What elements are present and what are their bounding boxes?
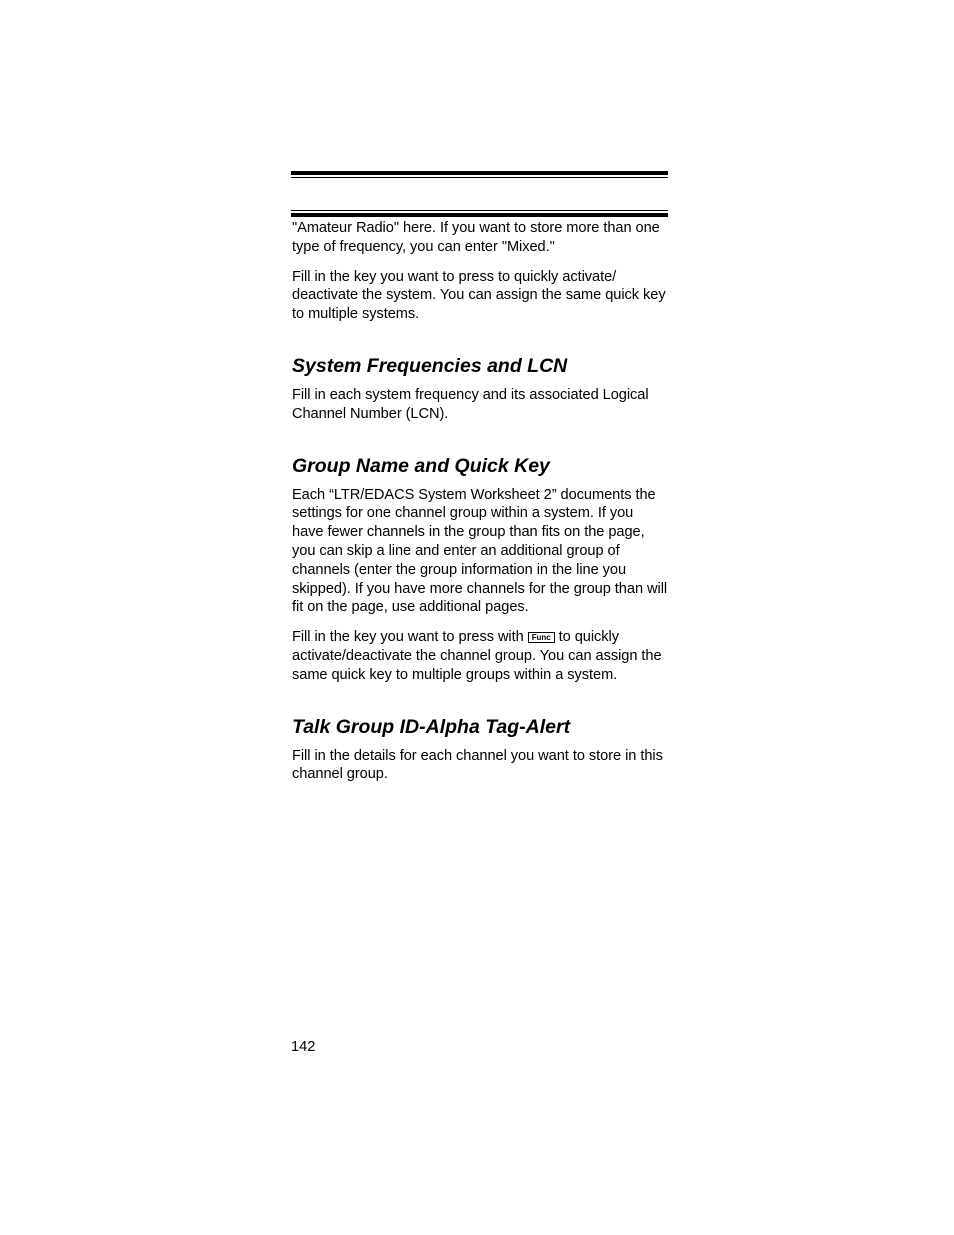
paragraph-group-quick-key (292, 628, 668, 684)
page-content (292, 219, 668, 795)
paragraph-system-frequencies: Fill in each system frequency and its associated Logical Channel Number (LCN). (292, 386, 649, 422)
func-key-icon: Func (528, 632, 555, 643)
group-quick-key-text-start: Fill in the key you want to press with (292, 629, 524, 646)
paragraph-system-quick-key: Fill in the key you want to press to quickly activate/ deactivate the system. You can assign the same quick key to multiple systems. (292, 268, 666, 323)
paragraph-group-worksheet: Each “LTR/EDACS System Worksheet 2” documents the settings for one channel group within a system. If you have fewer channels in the group than fits on the page, you can skip a line and enter an additional group of channels (enter the group information in the line you skipped). If you have more channels for the group than will fit on the page, use additional pages. (292, 486, 668, 616)
heading-talk-group: Talk Group ID-Alpha Tag-Alert (292, 715, 571, 738)
manual-page (291, 0, 668, 1235)
header-rule-thick (291, 171, 668, 175)
heading-system-frequencies: System Frequencies and LCN (292, 354, 568, 377)
page-number: 142 (291, 1039, 316, 1055)
group-quick-key-text-end: to quickly activate/deactivate the channel group. You can assign the same quick key to multiple groups within a system. (292, 629, 662, 683)
section-rule-thick (291, 213, 668, 217)
heading-group-name: Group Name and Quick Key (292, 454, 550, 477)
header-rule-thin (291, 177, 668, 178)
section-rule-thin (291, 210, 668, 211)
paragraph-talk-group: Fill in the details for each channel you want to store in this channel group. (292, 747, 663, 783)
paragraph-amateur-radio: "Amateur Radio" here. If you want to store more than one type of frequency, you can enter "Mixed." (292, 220, 660, 255)
